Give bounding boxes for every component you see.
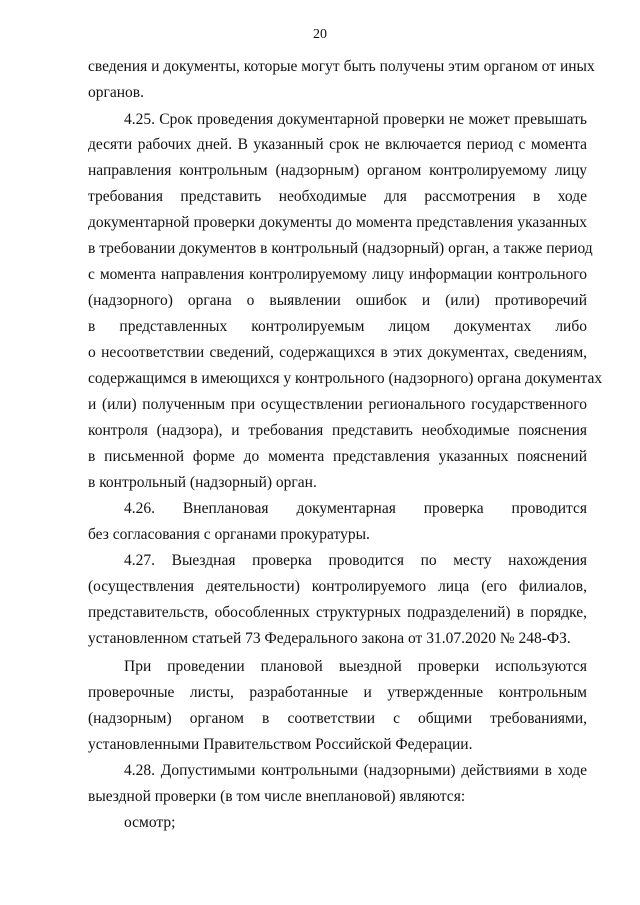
text-line: органов.	[88, 84, 144, 101]
text-line: десяти рабочих дней. В указанный срок не включается период с момента	[88, 136, 587, 153]
text-line: (надзорного) органа о выявлении ошибок и (или) противоречий	[88, 292, 587, 309]
text-line: содержащимся в имеющихся у контрольного (надзорного) органа документах	[88, 370, 603, 387]
paragraph-start-4-27: 4.27. Выездная проверка проводится по месту нахождения	[124, 552, 587, 569]
text-line: в контрольный (надзорный) орган.	[88, 474, 317, 491]
text-line: требования представить необходимые для рассмотрения в ходе	[88, 188, 587, 205]
page-number: 20	[313, 27, 327, 42]
text-line: представительств, обособленных структурных подразделений) в порядке,	[88, 604, 587, 621]
text-line: о несоответствии сведений, содержащихся в этих документах, сведениям,	[88, 344, 587, 361]
paragraph-start-4-25: 4.25. Срок проведения документарной проверки не может превышать	[124, 111, 587, 128]
paragraph-start-4-26: 4.26. Внеплановая документарная проверка проводится	[124, 500, 587, 517]
text-line: контроля (надзора), и требования представить необходимые пояснения	[88, 422, 587, 439]
text-line: сведения и документы, которые могут быть получены этим органом от иных	[88, 58, 595, 75]
text-line: и (или) полученным при осуществлении регионального государственного	[88, 396, 587, 413]
text-line: проверочные листы, разработанные и утвержденные контрольным	[88, 684, 587, 701]
text-line: в представленных контролируемым лицом документах либо	[88, 318, 587, 335]
text-line: в требовании документов в контрольный (надзорный) орган, а также период	[88, 240, 593, 257]
text-line: направления контрольным (надзорным) органом контролируемому лицу	[88, 162, 587, 179]
paragraph-start-4-28: 4.28. Допустимыми контрольными (надзорными) действиями в ходе	[124, 762, 587, 779]
text-line: (осуществления деятельности) контролируемого лица (его филиалов,	[88, 578, 587, 595]
text-line: в письменной форме до момента представления указанных пояснений	[88, 448, 587, 465]
text-line: без согласования с органами прокуратуры.	[88, 526, 370, 543]
text-line: установленном статьей 73 Федерального закона от 31.07.2020 № 248-ФЗ.	[88, 630, 571, 647]
text-line: (надзорным) органом в соответствии с общими требованиями,	[88, 710, 587, 727]
list-item-inspection: осмотр;	[124, 814, 176, 831]
text-line: с момента направления контролируемому лицу информации контрольного	[88, 266, 587, 283]
text-line: установленными Правительством Российской Федерации.	[88, 736, 473, 753]
text-line: выездной проверки (в том числе внеплановой) являются:	[88, 788, 466, 805]
text-line: документарной проверки документы до момента представления указанных	[88, 214, 587, 231]
paragraph-start-inspection-checklists: При проведении плановой выездной проверки используются	[124, 658, 587, 675]
